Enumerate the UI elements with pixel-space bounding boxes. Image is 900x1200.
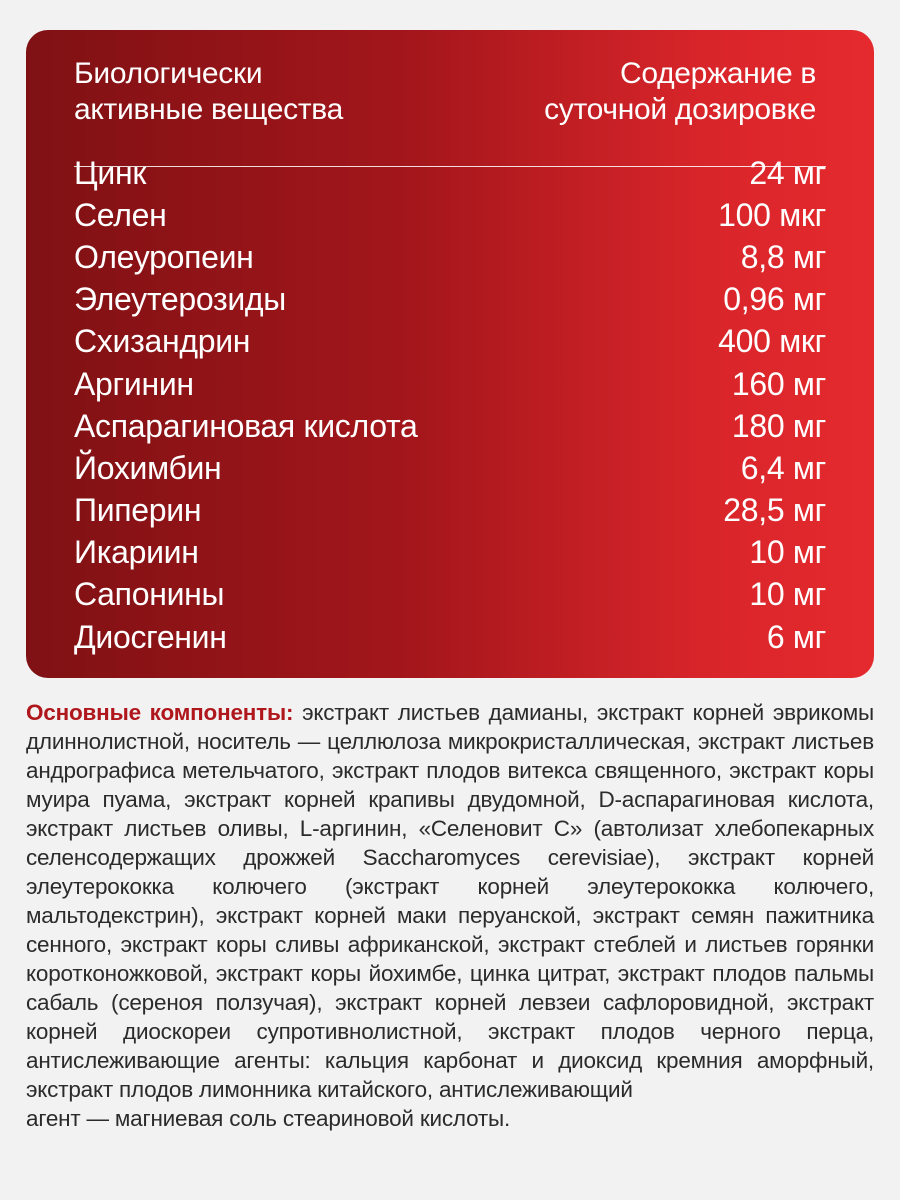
row-amount: 10 мг bbox=[749, 576, 826, 613]
row-amount: 0,96 мг bbox=[723, 281, 826, 318]
row-name: Диосгенин bbox=[74, 618, 227, 655]
table-row bbox=[74, 532, 826, 574]
header-content bbox=[544, 56, 816, 128]
row-name: Схизандрин bbox=[74, 323, 251, 360]
row-name: Цинк bbox=[74, 154, 147, 191]
row-amount: 160 мг bbox=[731, 365, 826, 402]
header-substances-line1: Биологически bbox=[74, 57, 263, 90]
composition-text bbox=[26, 698, 874, 1133]
table-row bbox=[74, 321, 826, 363]
row-amount: 6,4 мг bbox=[740, 449, 826, 486]
row-name: Икариин bbox=[74, 534, 199, 571]
row-name: Пиперин bbox=[74, 492, 202, 529]
row-name: Аспарагиновая кислота bbox=[74, 407, 418, 444]
table-row bbox=[74, 236, 826, 278]
table-rows bbox=[74, 152, 826, 658]
row-amount: 180 мг bbox=[731, 407, 826, 444]
row-name: Олеуропеин bbox=[74, 238, 254, 275]
table-row bbox=[74, 363, 826, 405]
table-header bbox=[74, 56, 826, 167]
row-name: Сапонины bbox=[74, 576, 225, 613]
header-content-line2: суточной дозировке bbox=[544, 93, 816, 126]
row-amount: 28,5 мг bbox=[723, 492, 826, 529]
table-row bbox=[74, 279, 826, 321]
header-substances-line2: активные вещества bbox=[74, 93, 343, 126]
table-row bbox=[74, 194, 826, 236]
table-row bbox=[74, 405, 826, 447]
row-amount: 400 мкг bbox=[718, 323, 826, 360]
composition-body: экстракт листьев дамианы, экстракт корней эврикомы длиннолистной, носитель — целлюлоза микрокристаллическая, экстракт листьев андрографиса метельчатого, экстракт плодов витекса священного, экстракт коры муира пуама, экстракт корней крапивы двудомной, D-аспарагиновая кислота, экстракт листьев оливы, L-аргинин, «Селеновит С» (автолизат хлебопекарных селенсодержащих дрожжей Saccharomyces cerevisiae), экстракт корней элеутерококка колючего (экстракт корней элеутерококка колючего, мальтодекстрин), экстракт корней маки перуанской, экстракт семян пажитника сенного, экстракт коры сливы африканской, экстракт стеблей и листьев горянки коротконожковой, экстракт коры йохимбе, цинка цитрат, экстракт плодов пальмы сабаль (сереноя ползучая), экстракт корней левзеи сафлоровидной, экстракт корней диоскореи супротивнолистной, экстракт плодов черного перца, антислеживающие агенты: кальция карбонат и диоксид кремния аморфный, экстракт плодов лимонника китайского, антислеживающий bbox=[26, 700, 874, 1102]
header-content-line1: Содержание в bbox=[620, 57, 816, 90]
header-substances bbox=[74, 56, 343, 128]
row-name: Аргинин bbox=[74, 365, 194, 402]
row-amount: 6 мг bbox=[766, 618, 826, 655]
composition-label: Основные компоненты: bbox=[26, 700, 294, 725]
row-amount: 24 мг bbox=[749, 154, 826, 191]
row-amount: 8,8 мг bbox=[740, 238, 826, 275]
table-row bbox=[74, 616, 826, 658]
row-name: Элеутерозиды bbox=[74, 281, 286, 318]
row-name: Селен bbox=[74, 196, 167, 233]
table-row bbox=[74, 574, 826, 616]
nutrient-table-card bbox=[26, 30, 874, 678]
composition-last-line: агент — магниевая соль стеариновой кислоты. bbox=[26, 1106, 511, 1131]
row-amount: 100 мкг bbox=[718, 196, 826, 233]
row-amount: 10 мг bbox=[749, 534, 826, 571]
composition-paragraph bbox=[26, 698, 874, 1104]
table-row bbox=[74, 152, 826, 194]
row-name: Йохимбин bbox=[74, 449, 222, 486]
table-row bbox=[74, 490, 826, 532]
table-row bbox=[74, 447, 826, 489]
